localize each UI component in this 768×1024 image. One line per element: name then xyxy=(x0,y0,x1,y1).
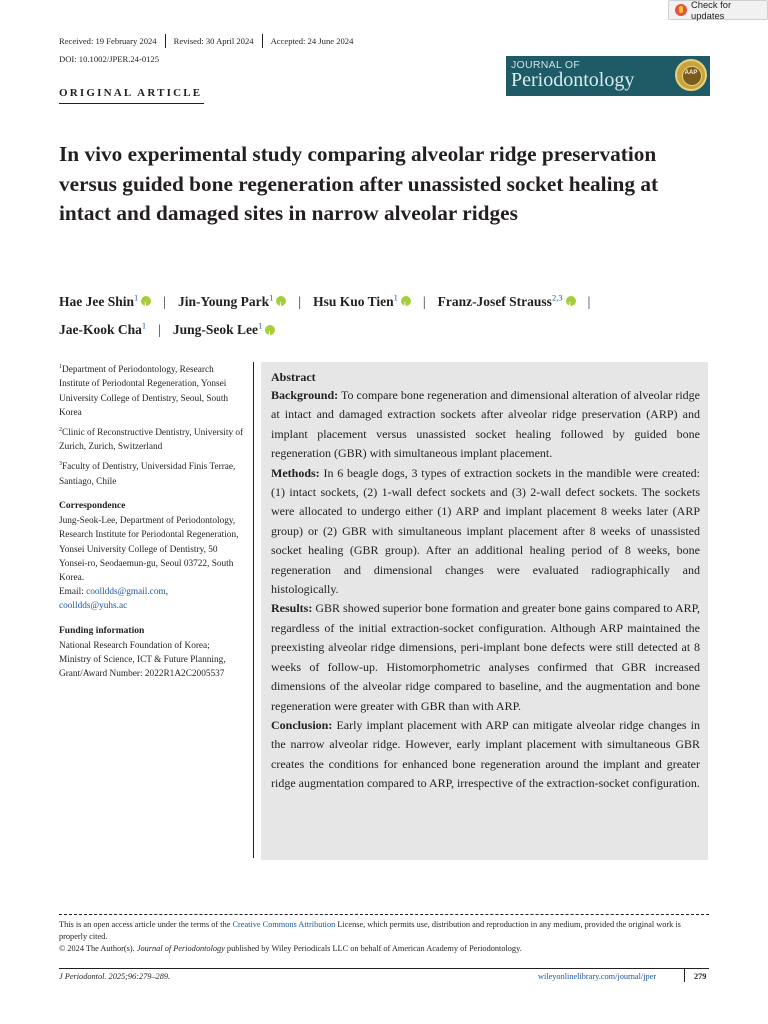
author-affiliation: 1 xyxy=(393,292,398,302)
author-separator: | xyxy=(298,293,302,309)
funding-text: National Research Foundation of Korea; Ministry of Science, ICT & Future Planning, Grant/Award Number: 2022R1A2C2005537 xyxy=(59,640,226,680)
author-name: Jae-Kook Cha xyxy=(59,322,142,337)
affiliation xyxy=(59,457,244,489)
page-number: 279 xyxy=(694,972,707,981)
affiliation-text: Clinic of Reconstructive Dentistry, University of Zurich, Zurich, Switzerland xyxy=(59,428,244,453)
author-affiliation: 1 xyxy=(269,292,274,302)
orcid-icon[interactable] xyxy=(401,296,411,306)
author[interactable] xyxy=(173,322,275,337)
author[interactable] xyxy=(59,294,151,309)
author-name: Franz-Josef Strauss xyxy=(437,293,552,309)
article-info-column xyxy=(59,360,244,684)
doi[interactable]: DOI: 10.1002/JPER.24-0125 xyxy=(59,54,160,64)
author[interactable] xyxy=(438,294,576,309)
accepted-date: Accepted: 24 June 2024 xyxy=(270,36,354,46)
abstract-box xyxy=(261,362,708,860)
journal-url-link[interactable]: wileyonlinelibrary.com/journal/jper xyxy=(538,972,657,981)
email-link[interactable]: coolldds@gmail.com xyxy=(86,587,166,598)
affiliation-number: 2 xyxy=(59,426,62,433)
license-link[interactable]: Creative Commons Attribution xyxy=(232,920,336,929)
affiliation xyxy=(59,423,244,455)
abstract-methods xyxy=(271,464,700,600)
section-label: Conclusion: xyxy=(271,717,333,732)
affiliation-text: Faculty of Dentistry, Universidad Finis Terrae, Santiago, Chile xyxy=(59,462,236,487)
copyright-journal: Journal of Periodontology xyxy=(136,943,225,953)
aap-seal-icon xyxy=(675,59,707,91)
journal-logo[interactable] xyxy=(506,56,710,96)
author-affiliation: 1 xyxy=(141,320,147,331)
author[interactable] xyxy=(178,294,286,309)
copyright-text: © 2024 The Author(s). xyxy=(59,943,137,953)
affiliation xyxy=(59,360,244,420)
author[interactable] xyxy=(313,294,411,309)
section-text: In 6 beagle dogs, 3 types of extraction sockets in the mandible were created: (1) intact sockets, (2) 1-wall defect sockets and (3) 2-wall defect sockets. The sockets were allocated to undergo either (1) ARP and implant placement 8 weeks later (ARP group) or (2) GBR with simultaneous implant placement after 8 weeks of unassisted socket healing (GBR group). After an additional healing period of 8 weeks, bone regeneration and dimensional changes were evaluated radiographically and histologically. xyxy=(271,465,700,597)
journal-logo-small: JOURNAL OF xyxy=(511,59,581,71)
section-text: Early implant placement with ARP can mitigate alveolar ridge changes in the narrow alveolar ridge. However, early implant placement with simultaneous GBR creates the conditions for enhanced bone regeneration around the implant and greater ridge augmentation compared to ARP, irrespective of the extraction-socket configuration. xyxy=(271,717,700,791)
abstract-conclusion xyxy=(271,716,700,794)
affiliation-text: Department of Periodontology, Research Institute of Periodontal Regeneration, Yonsei University College of Dentistry, Seoul, South Korea xyxy=(59,365,229,418)
author-name: Jin-Young Park xyxy=(177,293,270,309)
oa-text: This is an open access article under the terms of the xyxy=(59,920,233,929)
orcid-icon[interactable] xyxy=(276,296,286,306)
article-type: ORIGINAL ARTICLE xyxy=(59,87,203,99)
aap-seal-center xyxy=(682,66,702,86)
section-text: GBR showed superior bone formation and greater bone gains compared to ARP, regardless of the initial extraction-socket configuration. Although ARP maintained the preexisting alveolar ridge dimensions, peri-implant bone defects were still detected at 8 weeks of follow-up. Histomorphometric analyses confirmed that GBR increased dimensions of the alveolar ridge compared to baseline, and the augmentation and bone regeneration were greater with GBR than with ARP. xyxy=(271,601,700,713)
correspondence-text: Jung-Seok-Lee, Department of Periodontology, Research Institute for Periodontal Regeneration, Yonsei University College of Dentistry, 50 Yonsei-ro, Seodaemun-gu, Seoul 03722, South Korea. Email: coolldds@gmail.com, coolldds@yuhs.ac xyxy=(59,516,239,612)
article-title: In vivo experimental study comparing alveolar ridge preservation versus guided bone regeneration after unassisted socket healing at intact and damaged sites in narrow alveolar ridges xyxy=(59,142,659,225)
section-label: Results: xyxy=(271,601,313,616)
section-text: To compare bone regeneration and dimensional alteration of alveolar ridge at intact and damaged extraction sockets after alveolar ridge preservation (ARP) and implant placement versus unassisted socket healing followed by guided bone regeneration (GBR) with simultaneous implant placement. xyxy=(271,388,700,461)
orcid-icon[interactable] xyxy=(265,325,275,335)
article-type-rule xyxy=(59,103,204,104)
author-affiliation: 1 xyxy=(257,320,263,331)
citation: J Periodontol. 2025;96:279–289. xyxy=(59,972,171,981)
revised-date: Revised: 30 April 2024 xyxy=(173,36,254,46)
abstract-background xyxy=(271,386,700,464)
affiliation-number: 3 xyxy=(59,461,62,468)
check-for-updates-label: Check for updates xyxy=(690,0,732,21)
author-list xyxy=(59,285,739,342)
section-label: Methods: xyxy=(271,465,320,480)
abstract-heading: Abstract xyxy=(271,370,316,384)
open-access-notice xyxy=(59,919,709,954)
author-name: Hsu Kuo Tien xyxy=(313,293,394,309)
check-for-updates-button[interactable] xyxy=(668,0,768,20)
correspondence-address: Jung-Seok-Lee, Department of Periodontology, Research Institute for Periodontal Regeneration, Yonsei University College of Dentistry, 50 Yonsei-ro, Seodaemun-gu, Seoul 03722, South Korea. xyxy=(59,516,239,583)
author[interactable] xyxy=(59,322,146,337)
author-name: Jung-Seok Lee xyxy=(172,322,258,337)
crossmark-icon xyxy=(675,4,687,16)
footer-dashed-rule xyxy=(59,914,709,915)
author-name: Hae Jee Shin xyxy=(59,293,135,309)
section-label: Background: xyxy=(271,388,339,402)
abstract-results xyxy=(271,599,700,715)
received-date: Received: 19 February 2024 xyxy=(59,36,157,46)
article-dates xyxy=(59,34,361,48)
correspondence-heading: Correspondence xyxy=(59,500,126,511)
email-label: Email: xyxy=(59,587,87,598)
author-affiliation: 2,3 xyxy=(551,292,563,302)
email-link[interactable]: coolldds@yuhs.ac xyxy=(59,601,128,612)
author-separator: | xyxy=(587,293,591,309)
footer-rule xyxy=(59,968,709,969)
author-separator: | xyxy=(158,322,161,337)
page-divider xyxy=(684,969,685,982)
funding-heading: Funding information xyxy=(59,625,145,636)
author-affiliation: 1 xyxy=(134,292,139,302)
orcid-icon[interactable] xyxy=(141,296,151,306)
author-separator: | xyxy=(163,293,166,309)
author-separator: | xyxy=(422,293,426,309)
aap-seal-text: AAP xyxy=(684,70,698,76)
copyright-text: published by Wiley Periodicals LLC on behalf of American Academy of Periodontology. xyxy=(224,943,522,953)
column-divider xyxy=(253,362,254,858)
affiliation-number: 1 xyxy=(59,364,62,370)
oa-text: License, which permits use, distribution and reproduction in any medium, provided the original work is properly cited. xyxy=(59,920,681,941)
orcid-icon[interactable] xyxy=(566,296,576,306)
journal-logo-name: Periodontology xyxy=(511,69,635,91)
